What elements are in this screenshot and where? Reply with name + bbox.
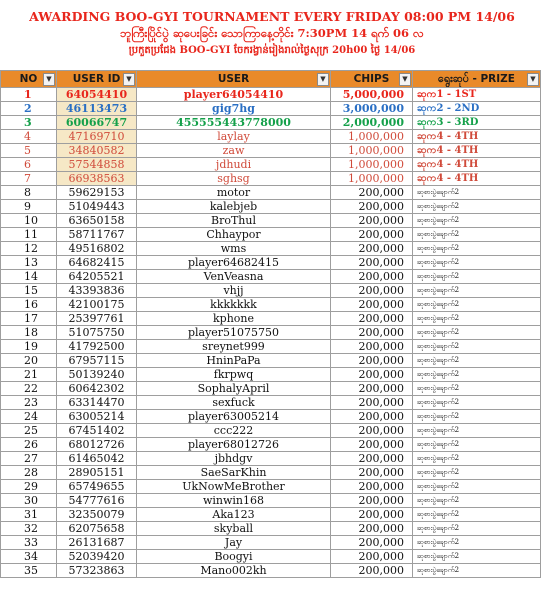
chips-cell[interactable]: 1,000,000 — [331, 144, 413, 158]
username-cell[interactable]: 455555443778000 — [137, 116, 331, 130]
row-number-cell[interactable]: 2 — [1, 102, 57, 116]
filter-dropdown-icon[interactable]: ▼ — [317, 73, 329, 86]
prize-cell[interactable]: ဆုစားပွဲချောက်2 — [413, 424, 541, 438]
prize-cell[interactable]: ဆုစားပွဲချောက်2 — [413, 438, 541, 452]
username-cell[interactable]: Jay — [137, 536, 331, 550]
username-cell[interactable]: zaw — [137, 144, 331, 158]
prize-cell[interactable]: ဆုက4 - 4TH — [413, 172, 541, 186]
row-number-cell[interactable]: 5 — [1, 144, 57, 158]
title-line-burmese: ဘူကြီးပြိုင်ပွဲ ဆုပေးခြင်း သောကြာနေ့တိုင်း 7:30PM 14 ရက် 06 လ — [120, 26, 424, 40]
prize-cell[interactable]: ဆုစားပွဲချောက်2 — [413, 410, 541, 424]
chips-cell[interactable]: 200,000 — [331, 382, 413, 396]
prize-cell[interactable]: ဆုစားပွဲချောက်2 — [413, 382, 541, 396]
username-cell[interactable]: sghsg — [137, 172, 331, 186]
user-id-cell[interactable]: 49516802 — [57, 242, 137, 256]
username-cell[interactable]: player64682415 — [137, 256, 331, 270]
row-number-cell[interactable]: 31 — [1, 508, 57, 522]
column-header-user-id-label: USER ID — [72, 73, 121, 85]
table-row[interactable] — [1, 354, 541, 368]
table-row[interactable] — [1, 522, 541, 536]
row-number-cell[interactable]: 20 — [1, 354, 57, 368]
user-id-cell[interactable]: 63650158 — [57, 214, 137, 228]
table-row[interactable] — [1, 158, 541, 172]
username-cell[interactable]: UkNowMeBrother — [137, 480, 331, 494]
filter-dropdown-icon[interactable]: ▼ — [123, 73, 135, 86]
row-number-cell[interactable]: 28 — [1, 466, 57, 480]
user-id-cell[interactable]: 60642302 — [57, 382, 137, 396]
table-row[interactable] — [1, 326, 541, 340]
prize-cell[interactable]: ဆုစားပွဲချောက်2 — [413, 396, 541, 410]
user-id-cell[interactable]: 46113473 — [57, 102, 137, 116]
username-cell[interactable]: skyball — [137, 522, 331, 536]
table-row[interactable] — [1, 494, 541, 508]
table-row[interactable] — [1, 424, 541, 438]
username-cell[interactable]: vhjj — [137, 284, 331, 298]
prize-cell[interactable]: ဆုစားပွဲချောက်2 — [413, 466, 541, 480]
prize-cell[interactable]: ဆုစားပွဲချောက်2 — [413, 214, 541, 228]
row-number-cell[interactable]: 4 — [1, 130, 57, 144]
column-header-user-id[interactable] — [57, 71, 137, 88]
row-number-cell[interactable]: 26 — [1, 438, 57, 452]
column-header-chips[interactable] — [331, 71, 413, 88]
username-cell[interactable]: jdhudi — [137, 158, 331, 172]
table-row[interactable] — [1, 88, 541, 102]
prize-cell[interactable]: ဆုစားပွဲချောက်2 — [413, 326, 541, 340]
chips-cell[interactable]: 200,000 — [331, 354, 413, 368]
user-id-cell[interactable]: 64054410 — [57, 88, 137, 102]
user-id-cell[interactable]: 67451402 — [57, 424, 137, 438]
prize-cell[interactable]: ဆုစားပွဲချောက်2 — [413, 522, 541, 536]
chips-cell[interactable]: 200,000 — [331, 200, 413, 214]
table-row[interactable] — [1, 396, 541, 410]
row-number-cell[interactable]: 24 — [1, 410, 57, 424]
table-row[interactable] — [1, 270, 541, 284]
user-id-cell[interactable]: 52039420 — [57, 550, 137, 564]
table-row[interactable] — [1, 340, 541, 354]
row-number-cell[interactable]: 23 — [1, 396, 57, 410]
column-header-chips-label: CHIPS — [353, 73, 390, 85]
username-cell[interactable]: kkkkkkk — [137, 298, 331, 312]
row-number-cell[interactable]: 1 — [1, 88, 57, 102]
table-row[interactable] — [1, 172, 541, 186]
username-cell[interactable]: gig7hg — [137, 102, 331, 116]
user-id-cell[interactable]: 43393836 — [57, 284, 137, 298]
username-cell[interactable]: player64054410 — [137, 88, 331, 102]
row-number-cell[interactable]: 14 — [1, 270, 57, 284]
table-row[interactable] — [1, 116, 541, 130]
username-cell[interactable]: SophalyApril — [137, 382, 331, 396]
prize-cell[interactable]: ဆုစားပွဲချောက်2 — [413, 284, 541, 298]
row-number-cell[interactable]: 8 — [1, 186, 57, 200]
user-id-cell[interactable]: 47169710 — [57, 130, 137, 144]
prize-cell[interactable]: ဆုစားပွဲချောက်2 — [413, 200, 541, 214]
filter-dropdown-icon[interactable]: ▼ — [399, 73, 411, 86]
chips-cell[interactable]: 200,000 — [331, 550, 413, 564]
chips-cell[interactable]: 1,000,000 — [331, 158, 413, 172]
row-number-cell[interactable]: 16 — [1, 298, 57, 312]
row-number-cell[interactable]: 13 — [1, 256, 57, 270]
prize-cell[interactable]: ဆုစားပွဲချောက်2 — [413, 564, 541, 578]
row-number-cell[interactable]: 17 — [1, 312, 57, 326]
user-id-cell[interactable]: 61465042 — [57, 452, 137, 466]
table-row[interactable] — [1, 312, 541, 326]
prize-cell[interactable]: ဆုစားပွဲချောက်2 — [413, 480, 541, 494]
username-cell[interactable]: HninPaPa — [137, 354, 331, 368]
prize-cell[interactable]: ဆုစားပွဲချောက်2 — [413, 508, 541, 522]
chips-cell[interactable]: 200,000 — [331, 270, 413, 284]
username-cell[interactable]: player68012726 — [137, 438, 331, 452]
user-id-cell[interactable]: 66938563 — [57, 172, 137, 186]
chips-cell[interactable]: 200,000 — [331, 438, 413, 452]
column-header-prize[interactable] — [413, 71, 541, 88]
row-number-cell[interactable]: 18 — [1, 326, 57, 340]
username-cell[interactable]: Chhaypor — [137, 228, 331, 242]
chips-cell[interactable]: 200,000 — [331, 564, 413, 578]
user-id-cell[interactable]: 57544858 — [57, 158, 137, 172]
chips-cell[interactable]: 3,000,000 — [331, 102, 413, 116]
chips-cell[interactable]: 200,000 — [331, 298, 413, 312]
user-id-cell[interactable]: 64205521 — [57, 270, 137, 284]
user-id-cell[interactable]: 41792500 — [57, 340, 137, 354]
chips-cell[interactable]: 200,000 — [331, 494, 413, 508]
table-row[interactable] — [1, 466, 541, 480]
prize-cell[interactable]: ဆုစားပွဲချောက်2 — [413, 298, 541, 312]
user-id-cell[interactable]: 42100175 — [57, 298, 137, 312]
username-cell[interactable]: jbhdgv — [137, 452, 331, 466]
chips-cell[interactable]: 200,000 — [331, 424, 413, 438]
row-number-cell[interactable]: 30 — [1, 494, 57, 508]
username-cell[interactable]: kalebjeb — [137, 200, 331, 214]
table-row[interactable] — [1, 256, 541, 270]
table-row[interactable] — [1, 550, 541, 564]
chips-cell[interactable]: 1,000,000 — [331, 172, 413, 186]
table-row[interactable] — [1, 144, 541, 158]
table-row[interactable] — [1, 382, 541, 396]
filter-dropdown-icon[interactable]: ▼ — [43, 73, 55, 86]
table-row[interactable] — [1, 214, 541, 228]
results-table — [0, 70, 541, 578]
user-id-cell[interactable]: 28905151 — [57, 466, 137, 480]
prize-cell[interactable]: ဆုစားပွဲချောက်2 — [413, 312, 541, 326]
table-row[interactable] — [1, 410, 541, 424]
table-row[interactable] — [1, 186, 541, 200]
user-id-cell[interactable]: 64682415 — [57, 256, 137, 270]
username-cell[interactable]: player51075750 — [137, 326, 331, 340]
row-number-cell[interactable]: 34 — [1, 550, 57, 564]
prize-cell[interactable]: ဆုစားပွဲချောက်2 — [413, 186, 541, 200]
prize-cell[interactable]: ဆုစားပွဲချောက်2 — [413, 340, 541, 354]
user-id-cell[interactable]: 25397761 — [57, 312, 137, 326]
chips-cell[interactable]: 200,000 — [331, 326, 413, 340]
chips-cell[interactable]: 200,000 — [331, 508, 413, 522]
username-cell[interactable]: Boogyi — [137, 550, 331, 564]
row-number-cell[interactable]: 19 — [1, 340, 57, 354]
user-id-cell[interactable]: 26131687 — [57, 536, 137, 550]
username-cell[interactable]: VenVeasna — [137, 270, 331, 284]
prize-cell[interactable]: ဆုက1 - 1ST — [413, 88, 541, 102]
chips-cell[interactable]: 200,000 — [331, 242, 413, 256]
prize-cell[interactable]: ဆုစားပွဲချောက်2 — [413, 536, 541, 550]
table-row[interactable] — [1, 480, 541, 494]
row-number-cell[interactable]: 6 — [1, 158, 57, 172]
table-row[interactable] — [1, 200, 541, 214]
row-number-cell[interactable]: 35 — [1, 564, 57, 578]
user-id-cell[interactable]: 58711767 — [57, 228, 137, 242]
chips-cell[interactable]: 200,000 — [331, 186, 413, 200]
prize-cell[interactable]: ဆုစားပွဲချောက်2 — [413, 270, 541, 284]
prize-cell[interactable]: ဆုစားပွဲချောက်2 — [413, 256, 541, 270]
row-number-cell[interactable]: 10 — [1, 214, 57, 228]
user-id-cell[interactable]: 54777616 — [57, 494, 137, 508]
column-header-user-label: USER — [217, 73, 250, 85]
prize-cell[interactable]: ဆုစားပွဲချောက်2 — [413, 550, 541, 564]
header-row — [1, 71, 541, 88]
prize-cell[interactable]: ဆုက4 - 4TH — [413, 158, 541, 172]
chips-cell[interactable]: 200,000 — [331, 368, 413, 382]
row-number-cell[interactable]: 27 — [1, 452, 57, 466]
user-id-cell[interactable]: 59629153 — [57, 186, 137, 200]
chips-cell[interactable]: 5,000,000 — [331, 88, 413, 102]
chips-cell[interactable]: 200,000 — [331, 214, 413, 228]
username-cell[interactable]: kphone — [137, 312, 331, 326]
row-number-cell[interactable]: 15 — [1, 284, 57, 298]
prize-cell[interactable]: ဆုစားပွဲချောက်2 — [413, 242, 541, 256]
chips-cell[interactable]: 200,000 — [331, 410, 413, 424]
chips-cell[interactable]: 200,000 — [331, 452, 413, 466]
chips-cell[interactable]: 200,000 — [331, 284, 413, 298]
user-id-cell[interactable]: 50139240 — [57, 368, 137, 382]
prize-cell[interactable]: ဆုစားပွဲချောက်2 — [413, 452, 541, 466]
row-number-cell[interactable]: 29 — [1, 480, 57, 494]
user-id-cell[interactable]: 67957115 — [57, 354, 137, 368]
chips-cell[interactable]: 200,000 — [331, 340, 413, 354]
row-number-cell[interactable]: 12 — [1, 242, 57, 256]
results-table-body — [1, 88, 541, 578]
row-number-cell[interactable]: 3 — [1, 116, 57, 130]
user-id-cell[interactable]: 65749655 — [57, 480, 137, 494]
table-row[interactable] — [1, 508, 541, 522]
username-cell[interactable]: laylay — [137, 130, 331, 144]
table-row[interactable] — [1, 452, 541, 466]
table-row[interactable] — [1, 536, 541, 550]
row-number-cell[interactable]: 21 — [1, 368, 57, 382]
chips-cell[interactable]: 200,000 — [331, 312, 413, 326]
username-cell[interactable]: Aka123 — [137, 508, 331, 522]
table-row[interactable] — [1, 564, 541, 578]
chips-cell[interactable]: 200,000 — [331, 466, 413, 480]
table-row[interactable] — [1, 228, 541, 242]
user-id-cell[interactable]: 32350079 — [57, 508, 137, 522]
title-line-khmer: ប្រកួតប្រជែង BOO-GYI ចែករង្វាន់រៀងរាល់ថ្ងៃសុក្រ 20h00 ថ្ងៃ 14/06 — [128, 45, 416, 56]
prize-cell[interactable]: ဆုစားပွဲချောက်2 — [413, 494, 541, 508]
prize-cell[interactable]: ဆုက3 - 3RD — [413, 116, 541, 130]
user-id-cell[interactable]: 57323863 — [57, 564, 137, 578]
user-id-cell[interactable]: 34840582 — [57, 144, 137, 158]
username-cell[interactable]: motor — [137, 186, 331, 200]
table-row[interactable] — [1, 298, 541, 312]
chips-cell[interactable]: 200,000 — [331, 396, 413, 410]
prize-cell[interactable]: ဆုစားပွဲချောက်2 — [413, 228, 541, 242]
user-id-cell[interactable]: 60066747 — [57, 116, 137, 130]
row-number-cell[interactable]: 22 — [1, 382, 57, 396]
chips-cell[interactable]: 200,000 — [331, 228, 413, 242]
prize-cell[interactable]: ဆုစားပွဲချောက်2 — [413, 354, 541, 368]
row-number-cell[interactable]: 32 — [1, 522, 57, 536]
column-header-no[interactable] — [1, 71, 57, 88]
user-id-cell[interactable]: 63005214 — [57, 410, 137, 424]
username-cell[interactable]: winwin168 — [137, 494, 331, 508]
chips-cell[interactable]: 1,000,000 — [331, 130, 413, 144]
row-number-cell[interactable]: 11 — [1, 228, 57, 242]
username-cell[interactable]: wms — [137, 242, 331, 256]
table-row[interactable] — [1, 284, 541, 298]
column-header-no-label: NO — [19, 73, 38, 85]
prize-cell[interactable]: ဆုက2 - 2ND — [413, 102, 541, 116]
chips-cell[interactable]: 200,000 — [331, 522, 413, 536]
table-row[interactable] — [1, 438, 541, 452]
chips-cell[interactable]: 2,000,000 — [331, 116, 413, 130]
row-number-cell[interactable]: 7 — [1, 172, 57, 186]
row-number-cell[interactable]: 33 — [1, 536, 57, 550]
user-id-cell[interactable]: 51075750 — [57, 326, 137, 340]
table-row[interactable] — [1, 130, 541, 144]
user-id-cell[interactable]: 62075658 — [57, 522, 137, 536]
prize-cell[interactable]: ဆုက4 - 4TH — [413, 144, 541, 158]
title-line-english: AWARDING BOO-GYI TOURNAMENT EVERY FRIDAY 08:00 PM 14/06 — [29, 9, 515, 24]
prize-cell[interactable]: ဆုစားပွဲချောက်2 — [413, 368, 541, 382]
row-number-cell[interactable]: 25 — [1, 424, 57, 438]
username-cell[interactable]: player63005214 — [137, 410, 331, 424]
username-cell[interactable]: sexfuck — [137, 396, 331, 410]
table-row[interactable] — [1, 368, 541, 382]
username-cell[interactable]: ccc222 — [137, 424, 331, 438]
column-header-user[interactable] — [137, 71, 331, 88]
user-id-cell[interactable]: 68012726 — [57, 438, 137, 452]
username-cell[interactable]: Mano002kh — [137, 564, 331, 578]
prize-cell[interactable]: ဆုက4 - 4TH — [413, 130, 541, 144]
user-id-cell[interactable]: 51049443 — [57, 200, 137, 214]
chips-cell[interactable]: 200,000 — [331, 536, 413, 550]
chips-cell[interactable]: 200,000 — [331, 480, 413, 494]
username-cell[interactable]: sreynet999 — [137, 340, 331, 354]
chips-cell[interactable]: 200,000 — [331, 256, 413, 270]
table-row[interactable] — [1, 102, 541, 116]
filter-dropdown-icon[interactable]: ▼ — [527, 73, 539, 86]
column-header-prize-label: ရွေးဆုပ် - PRIZE — [438, 73, 515, 85]
username-cell[interactable]: SaeSarKhin — [137, 466, 331, 480]
username-cell[interactable]: fkrpwq — [137, 368, 331, 382]
row-number-cell[interactable]: 9 — [1, 200, 57, 214]
user-id-cell[interactable]: 63314470 — [57, 396, 137, 410]
table-row[interactable] — [1, 242, 541, 256]
username-cell[interactable]: BroThul — [137, 214, 331, 228]
